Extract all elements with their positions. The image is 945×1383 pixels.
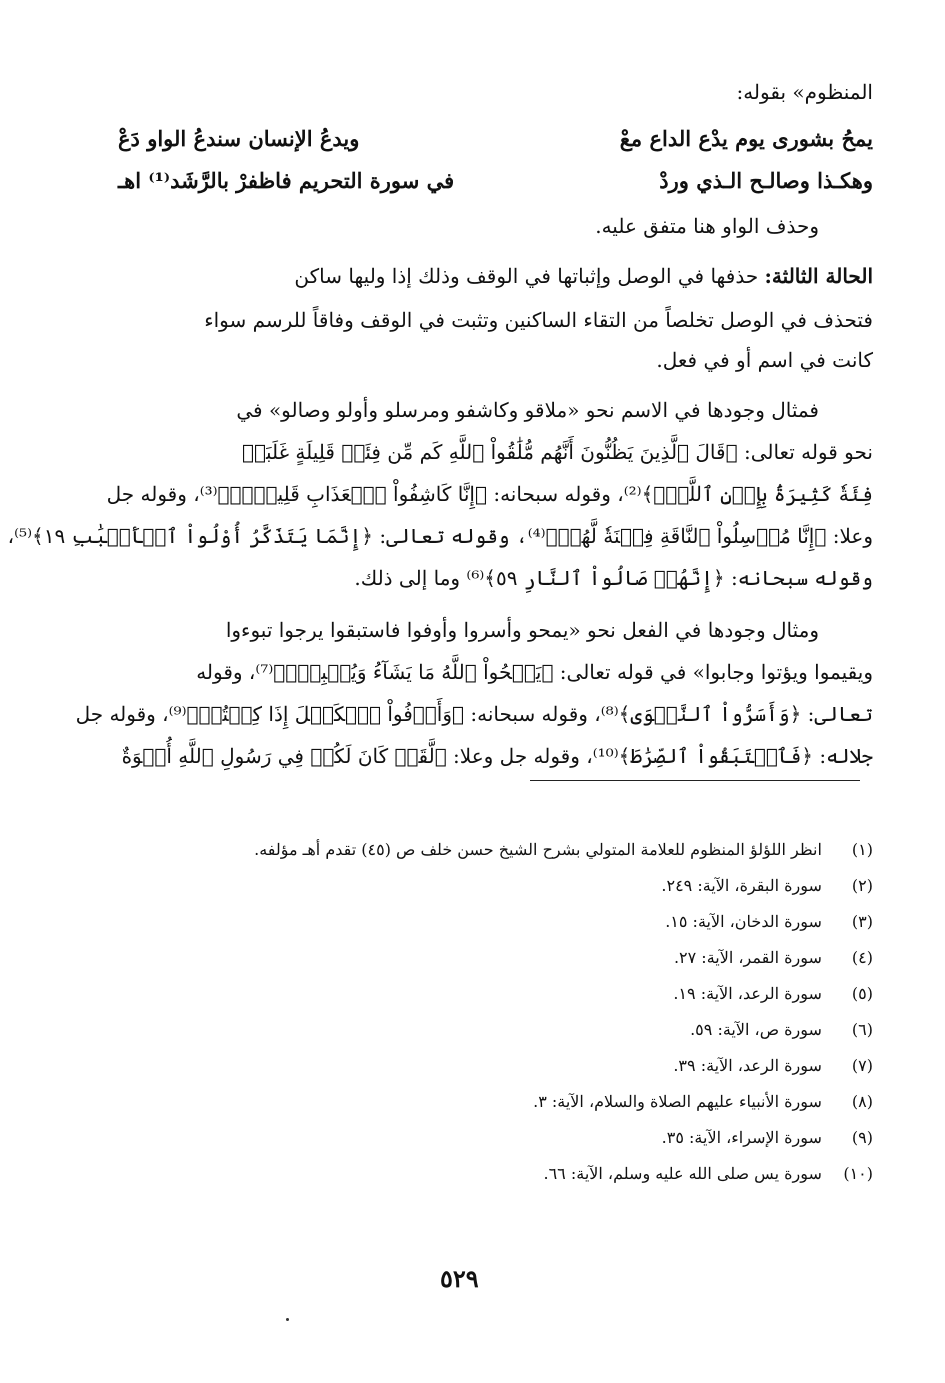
footnote-text: سورة ص، الآية: ٥٩.: [690, 1020, 822, 1039]
footnote-text: سورة القمر، الآية: ٢٧.: [673, 948, 822, 967]
page-number: ٥٢٩: [440, 1264, 479, 1293]
noun-example-line-5: وقوله سبحانه: ﴿إِنَّهُمۡ صَالُواْ ٱلنَّارِ ٥٩﴾⁽⁶⁾ وما إلى ذلك.: [354, 566, 873, 590]
poem-verse-1-right: يمحُ بشورى يوم يدْع الداع معْ: [619, 126, 873, 151]
footnote-10: [543, 1164, 873, 1183]
case3-heading: الحالة الثالثة:: [764, 264, 873, 288]
verb-example-line-2: ويقيموا ويؤتوا وجابوا» في قوله تعالى: ﴿يَمۡحُواْ ٱللَّهُ مَا يَشَآءُ وَيُثۡبِتُۖ﴾⁽⁷⁾، وقوله: [196, 660, 873, 684]
footnote-number: (٢): [851, 876, 873, 895]
footnote-text: سورة الرعد، الآية: ١٩.: [673, 984, 822, 1003]
footnote-number: (٨): [851, 1092, 873, 1111]
noun-example-line-2: نحو قوله تعالى: ﴿قَالَ ٱلَّذِينَ يَظُنُّونَ أَنَّهُم مُّلَٰقُواْ ٱللَّهِ كَم مِّن فِئَةٖ قَلِيلَةٍ غَلَبَتۡ: [241, 440, 873, 464]
footnote-number: (٧): [851, 1056, 873, 1075]
footnote-number: (١): [851, 840, 873, 859]
case3-line-3: كانت في اسم أو في فعل.: [656, 348, 873, 372]
footnote-text: سورة الرعد، الآية: ٣٩.: [673, 1056, 822, 1075]
footnote-text: سورة يس صلى الله عليه وسلم، الآية: ٦٦.: [543, 1164, 822, 1183]
footnote-number: (٥): [851, 984, 873, 1003]
verb-example-line-4: جلاله: ﴿فَٱسۡتَبَقُواْ ٱلصِّرَٰطَ﴾⁽¹⁰⁾، وقوله جل وعلا: ﴿لَّقَدۡ كَانَ لَكُمۡ فِي رَسُولِ ٱللَّهِ أُسۡوَةٌ: [121, 744, 873, 768]
footnote-number: (٦): [851, 1020, 873, 1039]
footnote-text: انظر اللؤلؤ المنظوم للعلامة المتولي بشرح الشيخ حسن خلف ص (٤٥) تقدم أهـ مؤلفه.: [254, 840, 822, 859]
noun-example-line-1: فمثال وجودها في الاسم نحو «ملاقو وكاشفو ومرسلو وأولو وصالو» في: [236, 398, 819, 422]
verb-example-line-3: تعالى: ﴿وَأَسَرُّواْ ٱلنَّجۡوَى﴾⁽⁸⁾، وقوله سبحانه: ﴿وَأَوۡفُواْ ٱلۡكَيۡلَ إِذَا كِلۡتُمۡ﴾⁽⁹⁾، وقوله جل: [75, 702, 873, 726]
poem-verse-1-left: ويدعُ الإنسان سندعُ الواو دَعْ: [118, 126, 360, 151]
verb-example-line-1: ومثال وجودها في الفعل نحو «يمحو وأسروا وأوفوا فاستبقوا يرجوا تبوءوا: [225, 618, 819, 642]
footnote-text: سورة البقرة، الآية: ٢٤٩.: [661, 876, 822, 895]
footnote-text: سورة الأنبياء عليهم الصلاة والسلام، الآية: ٣.: [533, 1092, 822, 1111]
footnote-text: سورة الدخان، الآية: ١٥.: [665, 912, 822, 931]
case3-line-2: فتحذف في الوصل تخلصاً من التقاء الساكنين وتثبت في الوقف وفاقاً للرسم سواء: [204, 308, 873, 332]
footnote-text: سورة الإسراء، الآية: ٣٥.: [661, 1128, 822, 1147]
footnote-1: [254, 840, 873, 859]
footnote-number: (٩): [851, 1128, 873, 1147]
intro-line: المنظوم» بقوله:: [736, 80, 873, 104]
footnote-number: (١٠): [843, 1164, 873, 1183]
footnote-8: [533, 1092, 873, 1111]
footnote-2: [661, 876, 873, 895]
footnote-3: [665, 912, 873, 931]
footnote-4: [674, 948, 873, 967]
poem-verse-2-left: في سورة التحريم فاظفرْ بالرَّشَد⁽¹⁾ اهـ: [118, 168, 455, 193]
footnote-number: (٤): [851, 948, 873, 967]
footnote-7: [673, 1056, 873, 1075]
footnote-number: (٣): [851, 912, 873, 931]
case3-line-1: [294, 264, 873, 288]
poem-verse-2-right: وهكـذا وصالـح الـذي وردْ: [659, 168, 873, 193]
after-poem-line: وحذف الواو هنا متفق عليه.: [595, 214, 819, 238]
footnote-6: [690, 1020, 873, 1039]
scan-speck: [286, 1318, 289, 1321]
footnote-divider: [530, 780, 860, 781]
case3-line-1-text: حذفها في الوصل وإثباتها في الوقف وذلك إذا وليها ساكن: [294, 264, 765, 288]
noun-example-line-4: وعلا: ﴿إِنَّا مُرۡسِلُواْ ٱلنَّاقَةِ فِتۡنَةٗ لَّهُمۡ﴾⁽⁴⁾، وقوله تعالى: ﴿إِنَّمَا يَتَذَكَّرُ أُوْلُواْ ٱلۡأَلۡبَٰبِ ١٩﴾⁽⁵⁾،: [7, 524, 873, 548]
footnote-9: [662, 1128, 873, 1147]
footnote-5: [673, 984, 873, 1003]
noun-example-line-3: فِئَةٗ كَثِيرَةَۢ بِإِذۡنِ ٱللَّهِۗ﴾⁽²⁾، وقوله سبحانه: ﴿إِنَّا كَاشِفُواْ ٱلۡعَذَابِ قَلِيلًاۚ﴾⁽³⁾، وقوله جل: [106, 482, 873, 506]
